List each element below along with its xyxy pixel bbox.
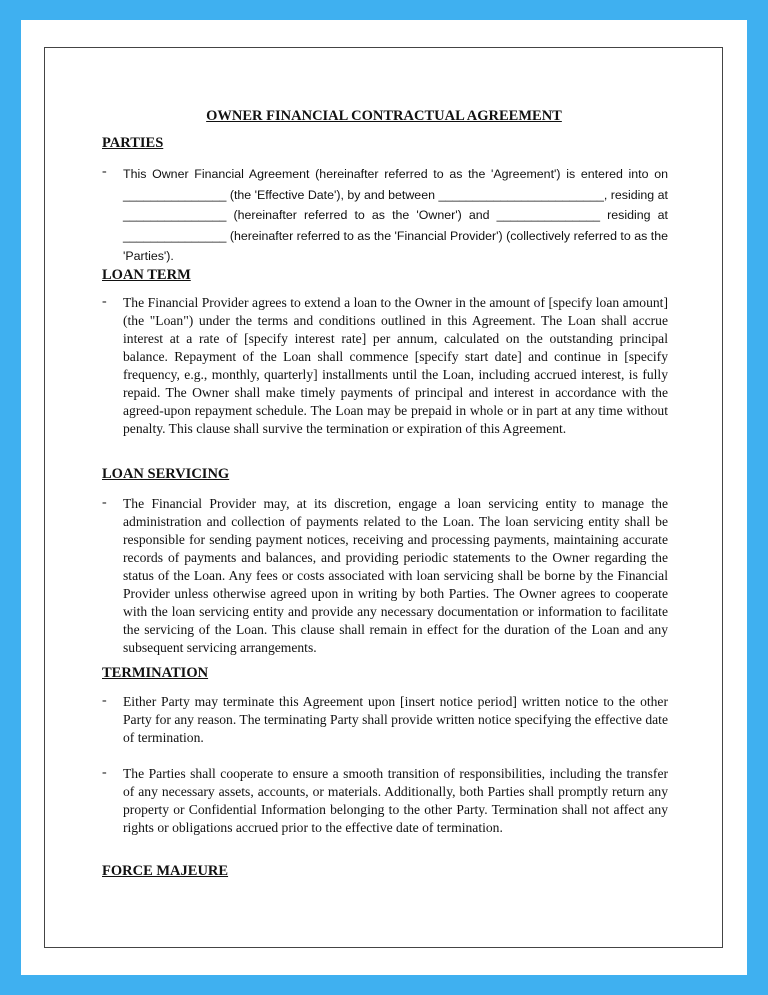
heading-termination: TERMINATION xyxy=(102,665,209,681)
loan-term-clause xyxy=(102,294,668,438)
loan-term-text: The Financial Provider agrees to extend a loan to the Owner in the amount of [specify loan amount] (the "Loan") under the terms and conditions outlined in this Agreement. The Loan shall accrue interest at a rate of [specify interest rate] per annum, calculated on the outstanding principal balance. Repayment of the Loan shall commence [specify start date] and continue in [specify frequency, e.g., monthly, quarterly] installments until the Loan, including accrued interest, is fully repaid. The Owner shall make timely payments of principal and interest in accordance with the agreed-upon repayment schedule. The Loan may be prepaid in whole or in part at any time without penalty. This clause shall survive the termination or expiration of this Agreement. xyxy=(123,295,668,436)
heading-loan-term: LOAN TERM xyxy=(102,267,191,283)
bullet-dash: - xyxy=(102,495,107,510)
bullet-dash: - xyxy=(102,164,107,179)
document-page xyxy=(21,20,747,975)
bullet-dash: - xyxy=(102,693,107,708)
heading-loan-servicing: LOAN SERVICING xyxy=(102,466,230,482)
bullet-dash: - xyxy=(102,294,107,309)
termination-text-2: The Parties shall cooperate to ensure a smooth transition of responsibilities, including the transfer of any necessary assets, accounts, or materials. Additionally, both Parties shall promptly return any property or Confidential Information belonging to the other Party. Termination shall not affect any rights or obligations accrued prior to the effective date of termination. xyxy=(123,766,668,835)
heading-force-majeure: FORCE MAJEURE xyxy=(102,863,229,879)
loan-servicing-text: The Financial Provider may, at its discretion, engage a loan servicing entity to manage the administration and collection of payments related to the Loan. The loan servicing entity shall be responsible for sending payment notices, receiving and processing payments, maintaining accurate records of payments and balances, and providing periodic statements to the Owner regarding the status of the Loan. Any fees or costs associated with loan servicing shall be borne by the Financial Provider unless otherwise agreed upon in writing by both Parties. The Owner agrees to cooperate with the loan servicing entity and provide any necessary documentation or information to facilitate the servicing of the Loan. This clause shall remain in effect for the duration of the Loan and any subsequent servicing arrangements. xyxy=(123,496,668,655)
termination-clause-2 xyxy=(102,765,668,837)
parties-text: This Owner Financial Agreement (hereinafter referred to as the 'Agreement') is entered into on _______________ (the 'Effective Date'), by and between ________________________, residing at _______________ (hereinafter referred to as the 'Owner') and _______________ residing at _______________ (hereinafter referred to as the 'Financial Provider') (collectively referred to as the 'Parties'). xyxy=(123,167,668,263)
loan-servicing-clause xyxy=(102,495,668,657)
bullet-dash: - xyxy=(102,765,107,780)
termination-clause-1 xyxy=(102,693,668,747)
parties-clause xyxy=(102,164,668,267)
heading-parties: PARTIES xyxy=(102,135,164,151)
termination-text-1: Either Party may terminate this Agreement upon [insert notice period] written notice to the other Party for any reason. The terminating Party shall provide written notice specifying the effective date of termination. xyxy=(123,694,668,745)
document-title: OWNER FINANCIAL CONTRACTUAL AGREEMENT xyxy=(206,108,562,124)
